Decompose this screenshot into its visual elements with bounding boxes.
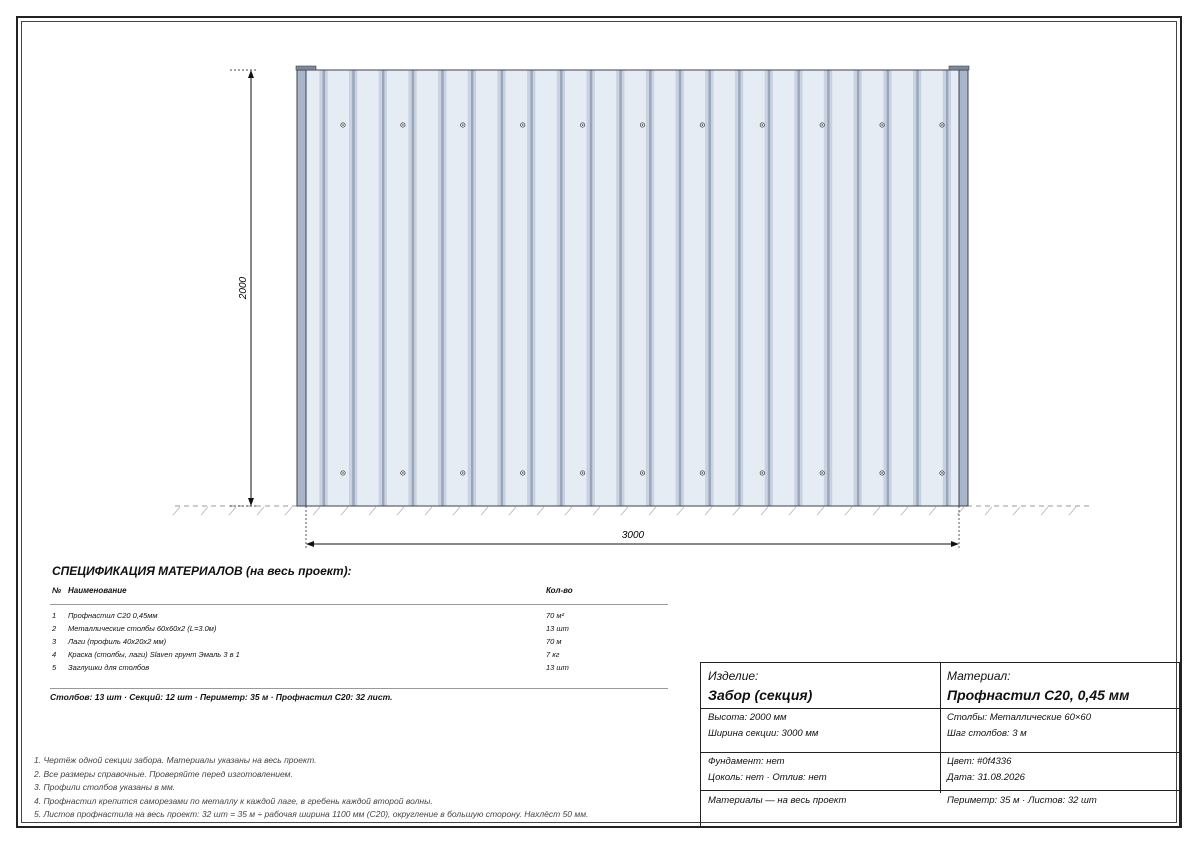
screw-center — [342, 124, 343, 125]
height-dimension-label: 2000 — [238, 276, 249, 300]
sheet-rib-shadow — [887, 70, 889, 506]
note-item: 1. Чертёж одной секции забора. Материалы указаны на весь проект. — [34, 755, 317, 765]
sheet-rib-shadow — [382, 70, 384, 506]
screw-center — [582, 472, 583, 473]
date-value: Дата: 31.08.2026 — [947, 772, 1025, 783]
ground-hatch — [537, 507, 544, 515]
sheet-rib-shadow — [679, 70, 681, 506]
sheet-rib-shadow — [768, 70, 770, 506]
spec-header-name: Наименование — [68, 586, 127, 595]
ground-hatch — [257, 507, 264, 515]
title-block-divider — [701, 790, 1179, 791]
spec-title: СПЕЦИФИКАЦИЯ МАТЕРИАЛОВ (на весь проект): — [52, 564, 352, 578]
row-qty: 70 м — [546, 637, 562, 646]
ground-hatch — [929, 507, 936, 515]
row-num: 1 — [52, 611, 57, 620]
note-item: 4. Профнастил крепится саморезами по металлу к каждой лаге, в гребень каждой второй волны. — [34, 795, 433, 806]
row-qty: 7 кг — [546, 650, 560, 659]
ground-hatch — [229, 507, 236, 515]
product-value: Забор (секция) — [708, 687, 813, 703]
note-item: 2. Все размеры справочные. Проверяйте перед изготовлением. — [34, 768, 293, 779]
screw-center — [342, 472, 343, 473]
ground-hatch — [733, 507, 740, 515]
row-qty: 13 шт — [546, 624, 569, 633]
color-value: Цвет: #0f4336 — [947, 756, 1012, 767]
sheet-rib-shadow — [530, 70, 532, 506]
sheet-rib-shadow — [471, 70, 473, 506]
fence-post — [297, 70, 306, 506]
screw-center — [522, 472, 523, 473]
row-num: 5 — [52, 663, 57, 672]
sheet-rib-shadow — [857, 70, 859, 506]
screw-center — [762, 124, 763, 125]
row-name: Лаги (профиль 40х20х2 мм) — [68, 637, 167, 646]
screw-center — [822, 124, 823, 125]
sheet-rib-shadow — [709, 70, 711, 506]
sheet-rib-shadow — [649, 70, 651, 506]
sheet-rib-shadow — [590, 70, 592, 506]
ground-hatch — [481, 507, 488, 515]
spec-summary: Столбов: 13 шт · Секций: 12 шт · Периметр: 35 м · Профнастил С20: 32 лист. — [50, 688, 668, 702]
arrow-head — [951, 541, 959, 547]
material-value: Профнастил С20, 0,45 мм — [947, 687, 1130, 703]
fence-post — [959, 70, 968, 506]
screw-center — [582, 124, 583, 125]
ground-hatch — [957, 507, 964, 515]
ground-hatch — [817, 507, 824, 515]
ground-hatch — [565, 507, 572, 515]
ground-hatch — [873, 507, 880, 515]
sheet-rib-shadow — [798, 70, 800, 506]
screw-center — [402, 124, 403, 125]
spec-header-qty: Кол-во — [546, 586, 573, 595]
note-item: 5. Листов профнастила на весь проект: 32 шт = 35 м ÷ рабочая ширина 1100 мм (С20), округление в большую сторону. Нахлёст 50 мм. — [34, 809, 589, 820]
row-num: 3 — [52, 637, 57, 646]
row-name: Краска (столбы, лаги) Slaven грунт Эмаль 3 в 1 — [68, 650, 240, 659]
post-step-value: Шаг столбов: 3 м — [947, 728, 1027, 739]
spec-table — [50, 586, 668, 676]
notes — [34, 754, 588, 822]
row-qty: 13 шт — [546, 663, 569, 672]
spec-header-num: № — [52, 586, 62, 595]
ground-hatch — [677, 507, 684, 515]
row-name: Металлические столбы 60х60х2 (L=3.0м) — [68, 624, 217, 633]
ground-hatch — [845, 507, 852, 515]
ground-hatch — [621, 507, 628, 515]
ground-hatch — [761, 507, 768, 515]
posts-value: Столбы: Металлические 60×60 — [947, 712, 1092, 723]
ground-hatch — [201, 507, 208, 515]
ground-hatch — [173, 507, 180, 515]
table-row — [50, 650, 668, 663]
section-width-value: Ширина секции: 3000 мм — [708, 728, 819, 739]
sheet-rib-shadow — [412, 70, 414, 506]
sheet-rib-shadow — [352, 70, 354, 506]
plinth-value: Цоколь: нет · Отлив: нет — [708, 772, 827, 783]
ground-hatch — [453, 507, 460, 515]
screw-center — [941, 124, 942, 125]
sheet-rib-shadow — [441, 70, 443, 506]
product-label: Изделие: — [708, 669, 759, 683]
sheet-rib-shadow — [738, 70, 740, 506]
screw-center — [822, 472, 823, 473]
table-row — [50, 611, 668, 624]
spec-header-row — [50, 586, 668, 605]
corrugated-sheet — [306, 70, 959, 506]
arrow-head — [248, 70, 254, 78]
sheet-rib-shadow — [916, 70, 918, 506]
screw-center — [881, 472, 882, 473]
screw-center — [462, 472, 463, 473]
row-num: 4 — [52, 650, 57, 659]
arrow-head — [248, 498, 254, 506]
ground-hatch — [985, 507, 992, 515]
sheet-rib-shadow — [619, 70, 621, 506]
screw-center — [642, 472, 643, 473]
screw-center — [941, 472, 942, 473]
row-name: Профнастил С20 0,45мм — [68, 611, 158, 620]
table-row — [50, 637, 668, 650]
ground-hatch — [285, 507, 292, 515]
foundation-value: Фундамент: нет — [708, 756, 785, 767]
perimeter-value: Периметр: 35 м · Листов: 32 шт — [947, 795, 1097, 806]
sheet-rib-shadow — [501, 70, 503, 506]
material-label: Материал: — [947, 669, 1011, 683]
ground-hatch — [901, 507, 908, 515]
ground-hatch — [1069, 507, 1076, 515]
screw-center — [522, 124, 523, 125]
screw-center — [762, 472, 763, 473]
title-block-divider — [940, 663, 941, 793]
arrow-head — [306, 541, 314, 547]
ground-hatch — [1041, 507, 1048, 515]
sheet-rib-shadow — [827, 70, 829, 506]
title-block-divider — [701, 752, 1179, 753]
post-cap — [296, 66, 316, 70]
ground-hatch — [397, 507, 404, 515]
materials-note: Материалы — на весь проект — [708, 795, 847, 806]
ground-hatch — [649, 507, 656, 515]
screw-center — [702, 124, 703, 125]
row-num: 2 — [52, 624, 57, 633]
ground-hatch — [369, 507, 376, 515]
row-name: Заглушки для столбов — [68, 663, 150, 672]
ground-hatch — [509, 507, 516, 515]
screw-center — [702, 472, 703, 473]
note-item: 3. Профили столбов указаны в мм. — [34, 782, 176, 793]
post-cap — [949, 66, 969, 70]
title-block — [700, 662, 1180, 828]
row-qty: 70 м² — [546, 611, 565, 620]
ground-hatch — [789, 507, 796, 515]
ground-hatch — [1013, 507, 1020, 515]
sheet-rib-shadow — [560, 70, 562, 506]
table-row — [50, 663, 668, 676]
width-dimension-label: 3000 — [621, 530, 645, 541]
screw-center — [881, 124, 882, 125]
sheet-rib-shadow — [946, 70, 948, 506]
ground-hatch — [593, 507, 600, 515]
sheet-rib-shadow — [323, 70, 325, 506]
table-row — [50, 624, 668, 637]
screw-center — [402, 472, 403, 473]
ground-hatch — [313, 507, 320, 515]
ground-hatch — [705, 507, 712, 515]
ground-hatch — [341, 507, 348, 515]
ground-line — [173, 506, 1090, 515]
height-value: Высота: 2000 мм — [708, 712, 787, 723]
screw-center — [462, 124, 463, 125]
screw-center — [642, 124, 643, 125]
ground-hatch — [425, 507, 432, 515]
title-block-divider — [701, 708, 1179, 709]
